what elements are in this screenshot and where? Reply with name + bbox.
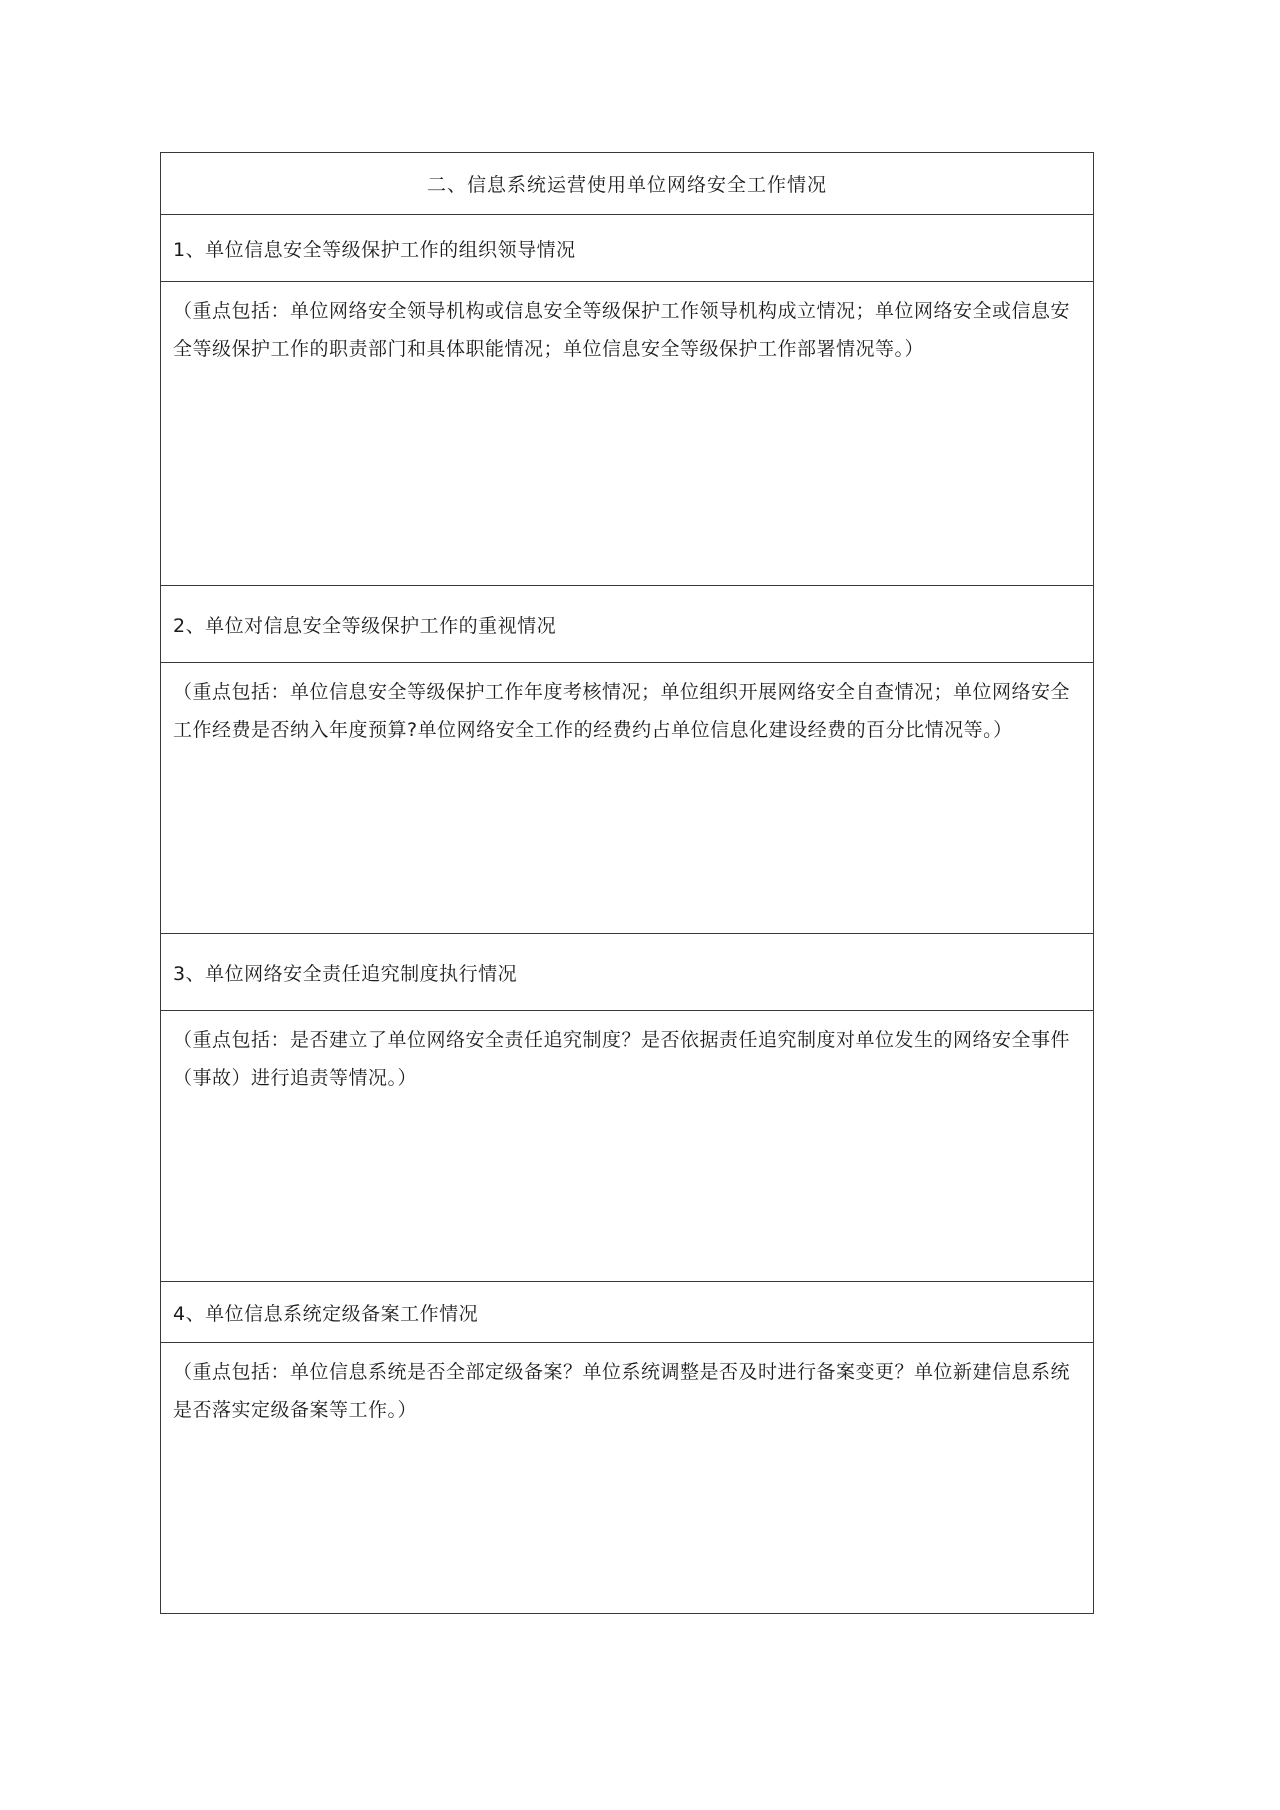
section-4-hint: （重点包括：单位信息系统是否全部定级备案？单位系统调整是否及时进行备案变更？单位新建信息系统是否落实定级备案等工作。）	[173, 1361, 1071, 1421]
section-2-heading-row	[161, 586, 1093, 663]
section-1-heading: 1、单位信息安全等级保护工作的组织领导情况	[173, 238, 576, 261]
section-4-heading: 4、单位信息系统定级备案工作情况	[173, 1302, 479, 1325]
section-3-heading: 3、单位网络安全责任追究制度执行情况	[173, 962, 518, 985]
section-1-hint: （重点包括：单位网络安全领导机构或信息安全等级保护工作领导机构成立情况；单位网络安全或信息安全等级保护工作的职责部门和具体职能情况；单位信息安全等级保护工作部署情况等。）	[173, 300, 1071, 360]
section-4-input-area[interactable]	[161, 1343, 1093, 1612]
section-2-hint: （重点包括：单位信息安全等级保护工作年度考核情况；单位组织开展网络安全自查情况；单位网络安全工作经费是否纳入年度预算?单位网络安全工作的经费约占单位信息化建设经费的百分比情况等。）	[173, 681, 1071, 741]
section-3-hint: （重点包括：是否建立了单位网络安全责任追究制度？是否依据责任追究制度对单位发生的网络安全事件（事故）进行追责等情况。）	[173, 1029, 1071, 1089]
section-3-input-area[interactable]	[161, 1011, 1093, 1282]
section-2-input-area[interactable]	[161, 663, 1093, 934]
section-3-heading-row	[161, 934, 1093, 1011]
form-title: 二、信息系统运营使用单位网络安全工作情况	[426, 174, 827, 196]
security-work-form-table	[160, 152, 1094, 1614]
section-2-heading: 2、单位对信息安全等级保护工作的重视情况	[173, 614, 557, 637]
section-4-heading-row	[161, 1282, 1093, 1343]
section-1-heading-row	[161, 215, 1093, 282]
section-1-input-area[interactable]	[161, 282, 1093, 586]
form-title-row	[161, 153, 1093, 215]
